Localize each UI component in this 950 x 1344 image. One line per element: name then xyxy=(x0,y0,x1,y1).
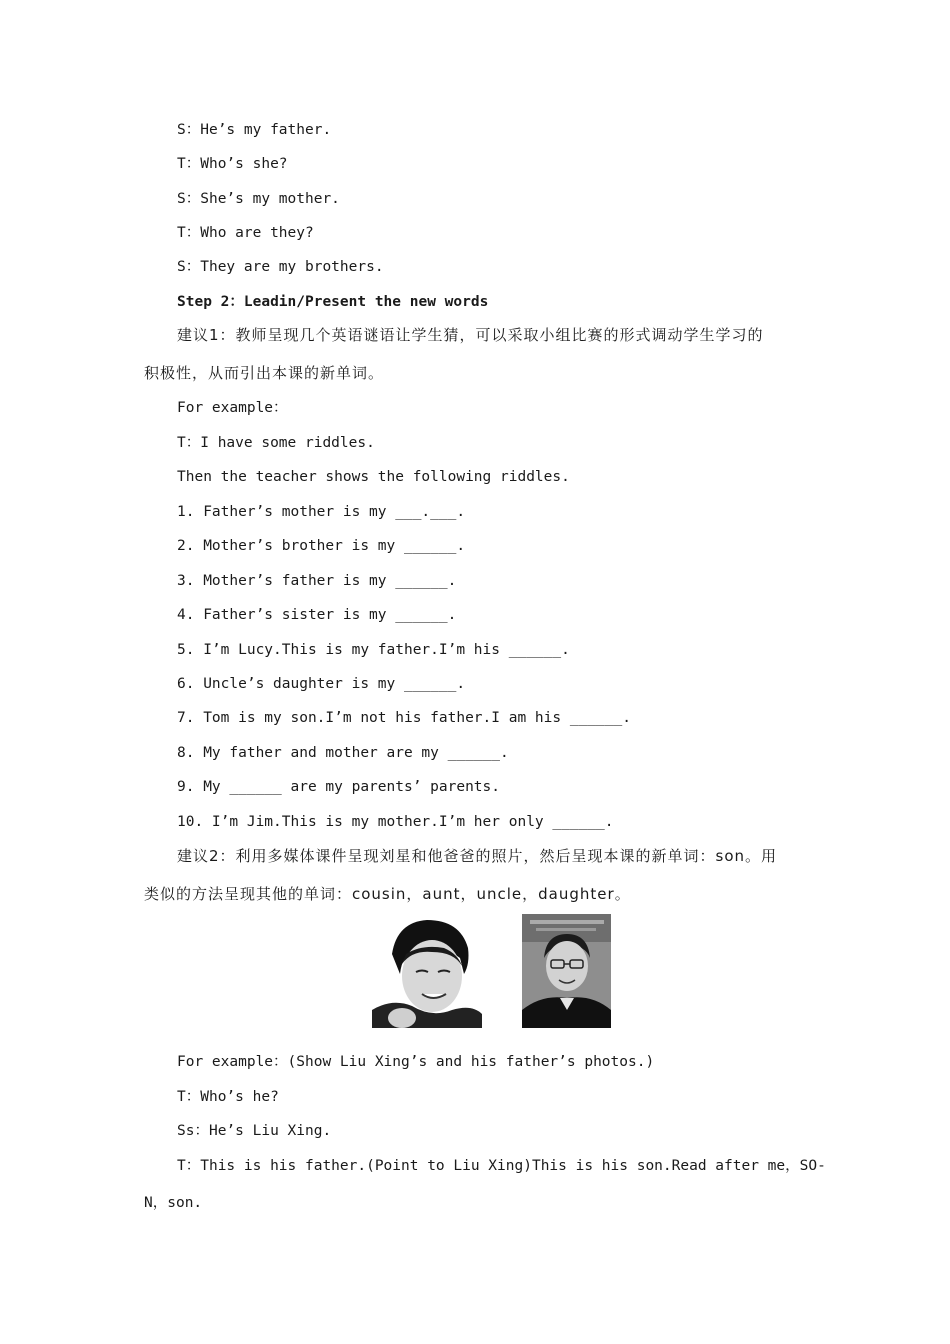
dialogue-line: T：Who’s he? xyxy=(177,1089,279,1105)
example-label: For example： xyxy=(177,400,288,416)
riddle-item: 2. Mother’s brother is my ______. xyxy=(177,538,466,554)
suggestion-1-line2: 积极性，从而引出本课的新单词。 xyxy=(144,364,385,382)
suggestion-1-line1: 建议1：教师呈现几个英语谜语让学生猜，可以采取小组比赛的形式调动学生学习的 xyxy=(177,326,764,344)
riddle-item: 9. My ______ are my parents’ parents. xyxy=(177,779,501,795)
dialogue-line: S：He’s my father. xyxy=(177,122,332,138)
riddle-item: 5. I’m Lucy.This is my father.I’m his ______. xyxy=(177,642,570,658)
example-label: For example：(Show Liu Xing’s and his father’s photos.) xyxy=(177,1054,655,1070)
riddle-item: 8. My father and mother are my ______. xyxy=(177,745,509,761)
suggestion-2-line1: 建议2：利用多媒体课件呈现刘星和他爸爸的照片，然后呈现本课的新单词：son。用 xyxy=(177,847,778,865)
father-photo xyxy=(522,914,611,1028)
dialogue-line: T：This is his father.(Point to Liu Xing)This is his son.Read after me，SO- xyxy=(177,1158,826,1174)
riddle-item: 10. I’m Jim.This is my mother.I’m her only ______. xyxy=(177,814,614,830)
riddle-item: 3. Mother’s father is my ______. xyxy=(177,573,457,589)
riddle-item: 1. Father’s mother is my ___.___. xyxy=(177,504,466,520)
liu-xing-photo xyxy=(372,914,482,1028)
dialogue-line-continued: N，son. xyxy=(144,1195,203,1211)
step-heading: Step 2：Leadin/Present the new words xyxy=(177,294,489,310)
dialogue-line: T：I have some riddles. xyxy=(177,435,375,451)
dialogue-line: Ss：He’s Liu Xing. xyxy=(177,1123,332,1139)
riddle-item: 6. Uncle’s daughter is my ______. xyxy=(177,676,466,692)
suggestion-2-line2: 类似的方法呈现其他的单词：cousin，aunt，uncle，daughter。 xyxy=(144,885,631,903)
dialogue-line: T：Who are they? xyxy=(177,225,314,241)
dialogue-line: S：She’s my mother. xyxy=(177,191,340,207)
instruction-line: Then the teacher shows the following riddles. xyxy=(177,469,570,485)
riddle-item: 7. Tom is my son.I’m not his father.I am his ______. xyxy=(177,710,631,726)
riddle-item: 4. Father’s sister is my ______. xyxy=(177,607,457,623)
dialogue-line: S：They are my brothers. xyxy=(177,259,384,275)
dialogue-line: T：Who’s she? xyxy=(177,156,288,172)
